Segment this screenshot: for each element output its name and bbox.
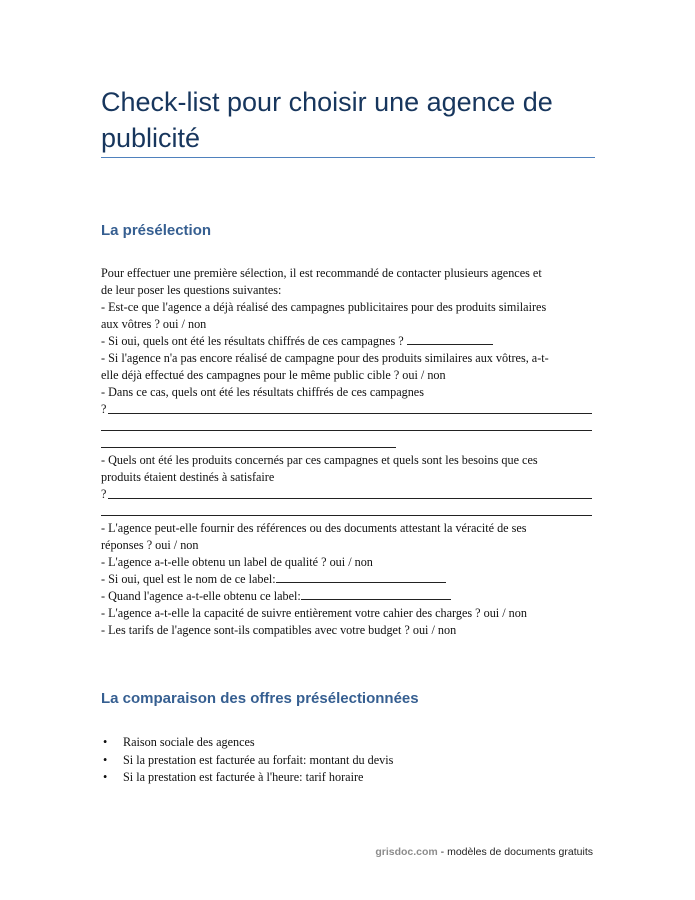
body-line: - L'agence peut-elle fournir des références ou des documents attestant la véracité de ses <box>101 521 527 535</box>
list-item-text: Si la prestation est facturée au forfait: montant du devis <box>123 752 394 767</box>
answer-line[interactable] <box>101 503 593 520</box>
list-item-text: Si la prestation est facturée à l'heure: tarif horaire <box>123 770 364 784</box>
body-line: - Si l'agence n'a pas encore réalisé de campagne pour des produits similaires aux vôtres, a-t- <box>101 351 549 365</box>
list-item <box>101 734 593 752</box>
body-line: - Si oui, quels ont été les résultats chiffrés de ces campagnes ? <box>101 334 404 348</box>
answer-blank <box>101 447 396 448</box>
body-line: elle déjà effectué des campagnes pour le même public cible ? oui / non <box>101 368 446 382</box>
preselection-body <box>101 265 593 639</box>
list-item <box>101 769 593 787</box>
section-heading-comparison: La comparaison des offres présélectionnées <box>101 690 419 707</box>
page-title: Check-list pour choisir une agence de publicité <box>101 87 553 153</box>
footer-brand-link[interactable]: grisdoc.com <box>375 846 438 858</box>
answer-blank[interactable] <box>407 333 493 345</box>
footer-tagline: - modèles de documents gratuits <box>437 846 593 858</box>
body-line: - Quand l'agence a-t-elle obtenu ce label: <box>101 589 301 603</box>
section-heading-preselection: La présélection <box>101 222 212 239</box>
body-line: Pour effectuer une première sélection, il est recommandé de contacter plusieurs agences et <box>101 266 542 280</box>
body-line: réponses ? oui / non <box>101 538 199 552</box>
list-item-text: Raison sociale des agences <box>123 735 255 749</box>
body-line: de leur poser les questions suivantes: <box>101 283 282 297</box>
body-line: produits étaient destinés à satisfaire <box>101 470 275 484</box>
answer-blank <box>101 515 592 516</box>
answer-blank <box>101 430 592 431</box>
label-date-line <box>101 588 593 605</box>
body-line: - Est-ce que l'agence a déjà réalisé des campagnes publicitaires pour des produits similaires <box>101 300 547 314</box>
answer-blank <box>108 413 592 414</box>
bullet-icon: • <box>103 735 108 749</box>
body-line: - L'agence a-t-elle la capacité de suivre entièrement votre cahier des charges ? oui / non <box>101 606 527 620</box>
answer-blank <box>108 498 592 499</box>
answer-line[interactable] <box>101 486 593 503</box>
answer-line[interactable] <box>101 418 593 435</box>
question-mark: ? <box>101 402 107 416</box>
bullet-icon: • <box>103 752 108 767</box>
answer-blank[interactable] <box>301 588 451 600</box>
body-line: aux vôtres ? oui / non <box>101 317 207 331</box>
body-line: - Quels ont été les produits concernés par ces campagnes et quels sont les besoins que ces <box>101 453 538 467</box>
question-results-line <box>101 333 593 350</box>
question-mark: ? <box>101 487 107 501</box>
answer-line[interactable] <box>101 435 593 452</box>
body-line: - L'agence a-t-elle obtenu un label de qualité ? oui / non <box>101 555 373 569</box>
answer-blank[interactable] <box>276 571 446 583</box>
body-line: - Les tarifs de l'agence sont-ils compatibles avec votre budget ? oui / non <box>101 623 457 637</box>
body-line: - Dans ce cas, quels ont été les résultats chiffrés de ces campagnes <box>101 385 424 399</box>
bullet-icon: • <box>103 770 108 784</box>
list-item <box>101 752 593 770</box>
body-line: - Si oui, quel est le nom de ce label: <box>101 572 276 586</box>
comparison-list <box>101 734 593 787</box>
answer-line[interactable] <box>101 401 593 418</box>
footer <box>375 846 593 858</box>
label-name-line <box>101 571 593 588</box>
title-underline-divider <box>101 157 595 158</box>
